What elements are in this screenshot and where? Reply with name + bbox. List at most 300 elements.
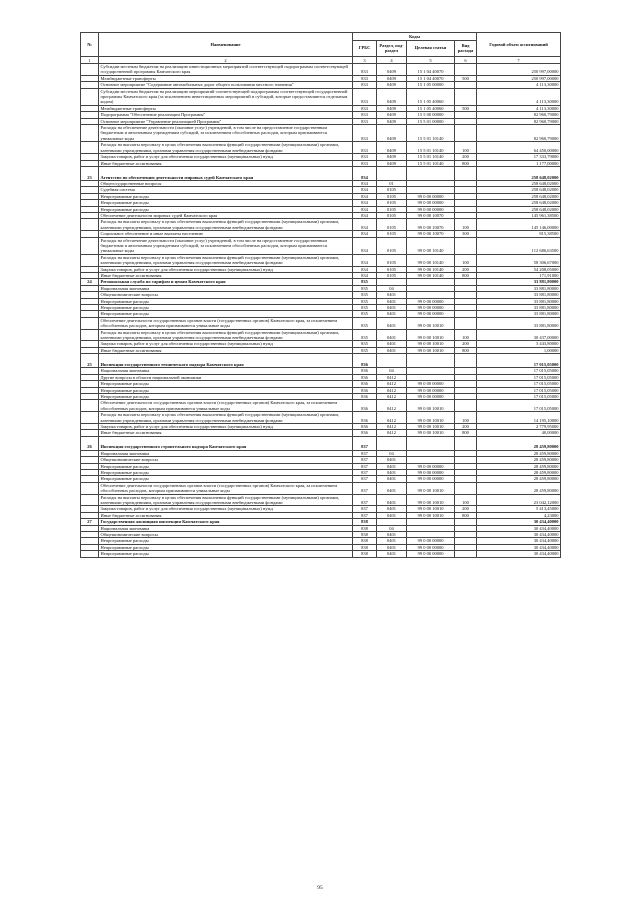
cell-grbs: 833 (353, 142, 377, 154)
cell-amt: 2 779,95000 (477, 423, 561, 429)
cell-name: Основное мероприятие "Содержание автомобильных дорог общего пользования местного значения" (99, 82, 353, 88)
cell-name: Закупка товаров, работ и услуг для обеспечения государственных (муниципальных) нужд (99, 154, 353, 160)
cell-vr (455, 354, 477, 368)
cell-name: Непрограммные расходы (99, 305, 353, 311)
cell-amt: 815,38500 (477, 231, 561, 237)
cell-csr: 15 1 04 40070 (407, 75, 455, 81)
cell-grbs: 833 (353, 125, 377, 142)
cell-rz: 01 (377, 180, 407, 186)
cell-grbs: 834 (353, 237, 377, 254)
cell-grbs: 835 (353, 329, 377, 341)
cell-vr: 200 (455, 154, 477, 160)
cell-rz: 0401 (377, 469, 407, 475)
cell-amt: 82 960,79000 (477, 112, 561, 118)
cell-rz: 0401 (377, 317, 407, 329)
table-row (81, 219, 561, 231)
cell-vr: 800 (455, 430, 477, 436)
cell-name: Расходы на выплаты персоналу в целях обеспечения выполнения функций государственными (муниципальными) органами, казенными учреждениями, органами управления государственными внебюджетными фондами (99, 412, 353, 424)
cell-rz: 0401 (377, 463, 407, 469)
table-row (81, 317, 561, 329)
cell-grbs: 837 (353, 476, 377, 482)
cell-grbs: 838 (353, 544, 377, 550)
header-vr: Вид расхода (455, 40, 477, 56)
table-row (81, 482, 561, 494)
cell-amt: 30 434,40000 (477, 544, 561, 550)
table-body (81, 64, 561, 558)
cell-name: Непрограммные расходы (99, 463, 353, 469)
cell-vr (455, 125, 477, 142)
cell-amt: 30 434,40000 (477, 525, 561, 531)
cell-no (81, 219, 99, 231)
cell-name: Непрограммные расходы (99, 200, 353, 206)
table-row (81, 88, 561, 105)
cell-amt: 258 648,02000 (477, 206, 561, 212)
cell-name: Региональная служба по тарифам и ценам Камчатского края (99, 279, 353, 285)
cell-grbs: 833 (353, 105, 377, 111)
cell-amt: 1,00000 (477, 347, 561, 353)
cell-csr: 99 0 00 00000 (407, 381, 455, 387)
cell-csr: 99 0 00 10010 (407, 347, 455, 353)
cell-rz: 0401 (377, 311, 407, 317)
cell-amt: 82 960,79000 (477, 125, 561, 142)
cell-vr: 100 (455, 412, 477, 424)
cell-grbs: 833 (353, 154, 377, 160)
cell-no (81, 400, 99, 412)
cell-csr: 99 0 00 10010 (407, 506, 455, 512)
cell-rz: 0412 (377, 400, 407, 412)
cell-grbs: 836 (353, 368, 377, 374)
cell-csr: 99 0 00 00000 (407, 544, 455, 550)
cell-vr: 800 (455, 347, 477, 353)
cell-rz: 04 (377, 525, 407, 531)
cell-amt: 17 333,79000 (477, 154, 561, 160)
cell-rz: 0105 (377, 193, 407, 199)
cell-amt: 30 434,40000 (477, 532, 561, 538)
cell-grbs: 836 (353, 430, 377, 436)
cell-grbs: 835 (353, 305, 377, 311)
cell-name: Общеэкономические вопросы (99, 457, 353, 463)
cell-grbs: 838 (353, 519, 377, 525)
cell-rz: 04 (377, 368, 407, 374)
cell-no: 24 (81, 279, 99, 285)
cell-vr (455, 88, 477, 105)
cell-grbs: 833 (353, 160, 377, 166)
cell-name: Расходы на выплаты персоналу в целях обеспечения выполнения функций государственными (муниципальными) органами, казенными учреждениями, органами управления государственными внебюджетными фондами (99, 494, 353, 506)
cell-name: Обеспечение деятельности государственных органов власти (государственных органов) Камчатского края, за исключением обособленных расходов, которым присваиваются уникальные коды (99, 482, 353, 494)
cell-no (81, 329, 99, 341)
cell-vr: 100 (455, 494, 477, 506)
cell-rz: 0105 (377, 266, 407, 272)
cell-grbs: 835 (353, 279, 377, 285)
cell-rz: 0401 (377, 341, 407, 347)
cell-grbs: 834 (353, 187, 377, 193)
cell-csr: 15 5 00 00000 (407, 112, 455, 118)
cell-name: Инспекция государственного технического надзора Камчатского края (99, 354, 353, 368)
cell-grbs: 837 (353, 450, 377, 456)
cell-amt: 4 113,30000 (477, 88, 561, 105)
cell-csr: 99 0 00 10010 (407, 430, 455, 436)
cell-csr (407, 166, 455, 180)
table-row (81, 436, 561, 450)
cell-amt: 4 113,30000 (477, 82, 561, 88)
cell-amt: 40,00000 (477, 430, 561, 436)
cell-no (81, 551, 99, 557)
cell-name: Национальная экономика (99, 450, 353, 456)
table-row (81, 142, 561, 154)
column-numbers-row (81, 56, 561, 64)
cell-grbs: 838 (353, 538, 377, 544)
cell-vr: 800 (455, 273, 477, 279)
cell-grbs: 837 (353, 469, 377, 475)
cell-rz: 0401 (377, 482, 407, 494)
cell-name: Непрограммные расходы (99, 551, 353, 557)
cell-amt: 258 648,02000 (477, 180, 561, 186)
cell-name: Непрограммные расходы (99, 469, 353, 475)
cell-amt: 33 881,80000 (477, 317, 561, 329)
cell-vr (455, 436, 477, 450)
cell-amt: 17 015,05000 (477, 374, 561, 380)
cell-csr: 99 0 00 10140 (407, 266, 455, 272)
cell-rz: 0401 (377, 506, 407, 512)
header-grbs: ГРБС (353, 40, 377, 56)
cell-csr: 99 0 00 00000 (407, 193, 455, 199)
cell-name: Национальная экономика (99, 285, 353, 291)
cell-grbs: 838 (353, 525, 377, 531)
cell-grbs: 833 (353, 82, 377, 88)
cell-name: Обеспечение деятельности государственных органов власти (государственных органов) Камчатского края, за исключением обособленных расходов, которым присваиваются уникальные коды (99, 400, 353, 412)
cell-rz: 0412 (377, 430, 407, 436)
cell-vr (455, 482, 477, 494)
cell-grbs: 834 (353, 180, 377, 186)
cell-rz: 0409 (377, 142, 407, 154)
cell-name: Непрограммные расходы (99, 206, 353, 212)
cell-no: 25 (81, 354, 99, 368)
cell-name: Межбюджетные трансферты (99, 75, 353, 81)
cell-amt: 4 113,30000 (477, 105, 561, 111)
cell-name: Расходы на выплаты персоналу в целях обеспечения выполнения функций государственными (муниципальными) органами, казенными учреждениями, органами управления государственными внебюджетными фондами (99, 329, 353, 341)
cell-csr: 99 0 00 10010 (407, 494, 455, 506)
cell-name: Обеспечение деятельности мировых судей Камчатского края (99, 212, 353, 218)
cell-amt: 33 881,80000 (477, 298, 561, 304)
cell-amt: 30 434,40000 (477, 538, 561, 544)
cell-rz: 0401 (377, 544, 407, 550)
cell-grbs: 835 (353, 298, 377, 304)
cell-csr: 99 0 00 10010 (407, 482, 455, 494)
cell-rz: 0409 (377, 154, 407, 160)
cell-name: Основное мероприятие "Управление реализацией Программы" (99, 118, 353, 124)
cell-grbs: 836 (353, 423, 377, 429)
cell-amt: 33 881,80000 (477, 311, 561, 317)
colnum: 7 (477, 56, 561, 64)
cell-name: Иные бюджетные ассигнования (99, 512, 353, 518)
cell-grbs: 834 (353, 219, 377, 231)
cell-grbs: 833 (353, 64, 377, 76)
cell-vr (455, 317, 477, 329)
cell-rz: 0409 (377, 82, 407, 88)
cell-amt: 17 015,05000 (477, 354, 561, 368)
cell-grbs: 834 (353, 231, 377, 237)
cell-amt: 30 437,00000 (477, 329, 561, 341)
table-row (81, 329, 561, 341)
cell-rz: 0105 (377, 231, 407, 237)
cell-rz (377, 166, 407, 180)
cell-amt: 5 413,45000 (477, 506, 561, 512)
cell-grbs: 836 (353, 374, 377, 380)
cell-vr: 500 (455, 105, 477, 111)
cell-rz (377, 354, 407, 368)
cell-name: Иные бюджетные ассигнования (99, 160, 353, 166)
cell-name: Закупка товаров, работ и услуг для обеспечения государственных (муниципальных) нужд (99, 506, 353, 512)
cell-grbs: 838 (353, 532, 377, 538)
cell-rz: 0412 (377, 423, 407, 429)
cell-rz: 0401 (377, 292, 407, 298)
cell-name: Расходы на выплаты персоналу в целях обеспечения выполнения функций государственными (муниципальными) органами, казенными учреждениями, органами управления государственными внебюджетными фондами (99, 254, 353, 266)
cell-amt: 258 648,02000 (477, 187, 561, 193)
cell-vr: 200 (455, 341, 477, 347)
cell-grbs: 835 (353, 311, 377, 317)
cell-rz: 0409 (377, 64, 407, 76)
cell-amt: 58 306,67000 (477, 254, 561, 266)
cell-grbs: 835 (353, 341, 377, 347)
cell-amt: 171,91000 (477, 273, 561, 279)
cell-rz: 0412 (377, 412, 407, 424)
colnum: 6 (455, 56, 477, 64)
cell-name: Закупка товаров, работ и услуг для обеспечения государственных (муниципальных) нужд (99, 341, 353, 347)
cell-amt: 28 459,80000 (477, 469, 561, 475)
cell-csr: 15 1 05 00000 (407, 82, 455, 88)
cell-rz: 0409 (377, 118, 407, 124)
cell-csr: 99 0 00 10140 (407, 237, 455, 254)
cell-rz: 0401 (377, 329, 407, 341)
cell-vr (455, 64, 477, 76)
cell-csr: 15 1 05 40060 (407, 88, 455, 105)
cell-amt: 28 459,80000 (477, 463, 561, 469)
cell-grbs: 833 (353, 118, 377, 124)
cell-name: Социальное обеспечение и иные выплаты населению (99, 231, 353, 237)
cell-name: Государственная жилищная инспекция Камчатского края (99, 519, 353, 525)
cell-name: Непрограммные расходы (99, 193, 353, 199)
cell-name: Непрограммные расходы (99, 311, 353, 317)
cell-amt: 28 459,80000 (477, 476, 561, 482)
cell-grbs: 834 (353, 193, 377, 199)
cell-grbs: 837 (353, 494, 377, 506)
cell-vr: 300 (455, 231, 477, 237)
cell-name: Подпрограмма "Обеспечение реализации Программы" (99, 112, 353, 118)
cell-rz: 0409 (377, 105, 407, 111)
cell-vr (455, 237, 477, 254)
header-csr: Целевая статья (407, 40, 455, 56)
cell-name: Общеэкономические вопросы (99, 532, 353, 538)
cell-name: Закупка товаров, работ и услуг для обеспечения государственных (муниципальных) нужд (99, 423, 353, 429)
cell-csr: 99 0 00 10010 (407, 400, 455, 412)
cell-amt: 250 997,00000 (477, 75, 561, 81)
cell-vr: 100 (455, 254, 477, 266)
cell-csr: 99 0 00 10010 (407, 423, 455, 429)
cell-name: Расходы на обеспечение деятельности (оказание услуг) учреждений, в том числе на предоставление государственным бюджетным и автономным учреждениям субсидий, за исключением обособленных расходов, которым присваиваются уникальные коды (99, 125, 353, 142)
table-row (81, 551, 561, 557)
cell-csr: 15 1 05 40060 (407, 105, 455, 111)
cell-csr: 99 0 00 00000 (407, 463, 455, 469)
cell-amt: 28 459,80000 (477, 457, 561, 463)
cell-no: 27 (81, 519, 99, 525)
cell-csr: 99 0 00 00000 (407, 311, 455, 317)
cell-no (81, 412, 99, 424)
cell-csr: 99 0 00 10070 (407, 219, 455, 231)
cell-name: Расходы на выплаты персоналу в целях обеспечения выполнения функций государственными (муниципальными) органами, казенными учреждениями, органами управления государственными внебюджетными фондами (99, 142, 353, 154)
cell-name: Иные бюджетные ассигнования (99, 430, 353, 436)
cell-rz: 0401 (377, 476, 407, 482)
cell-amt: 258 648,02000 (477, 200, 561, 206)
cell-name: Национальная экономика (99, 525, 353, 531)
cell-grbs: 836 (353, 354, 377, 368)
cell-grbs: 834 (353, 212, 377, 218)
table-row (81, 412, 561, 424)
cell-rz: 0401 (377, 494, 407, 506)
cell-grbs: 834 (353, 254, 377, 266)
cell-grbs: 836 (353, 381, 377, 387)
cell-grbs: 836 (353, 387, 377, 393)
cell-csr: 99 0 00 00000 (407, 538, 455, 544)
cell-vr (455, 551, 477, 557)
cell-no (81, 494, 99, 506)
header-name: Наименование (99, 33, 353, 57)
cell-csr: 15 1 04 40070 (407, 64, 455, 76)
cell-grbs: 834 (353, 166, 377, 180)
cell-csr: 99 0 00 10010 (407, 412, 455, 424)
cell-rz: 0401 (377, 347, 407, 353)
cell-csr: 99 0 00 00000 (407, 469, 455, 475)
cell-vr: 500 (455, 75, 477, 81)
cell-rz: 0409 (377, 112, 407, 118)
cell-amt: 1 177,00000 (477, 160, 561, 166)
cell-rz: 0412 (377, 387, 407, 393)
cell-vr (455, 166, 477, 180)
cell-csr: 99 0 00 10140 (407, 273, 455, 279)
cell-no: 26 (81, 436, 99, 450)
cell-grbs: 837 (353, 506, 377, 512)
cell-rz: 0401 (377, 551, 407, 557)
cell-no (81, 237, 99, 254)
cell-name: Непрограммные расходы (99, 298, 353, 304)
cell-csr (407, 436, 455, 450)
cell-amt: 17 015,05000 (477, 387, 561, 393)
cell-csr: 99 0 00 10140 (407, 254, 455, 266)
cell-name: Иные бюджетные ассигнования (99, 273, 353, 279)
cell-rz: 0401 (377, 457, 407, 463)
cell-grbs: 837 (353, 512, 377, 518)
cell-csr: 99 0 00 10010 (407, 329, 455, 341)
cell-grbs: 835 (353, 347, 377, 353)
header-codes: Коды (353, 33, 477, 41)
cell-csr: 99 0 00 00000 (407, 476, 455, 482)
cell-vr: 200 (455, 423, 477, 429)
cell-rz: 0105 (377, 237, 407, 254)
cell-grbs: 836 (353, 393, 377, 399)
cell-amt: 64 450,00000 (477, 142, 561, 154)
cell-grbs: 833 (353, 75, 377, 81)
cell-amt: 250 997,00000 (477, 64, 561, 76)
cell-rz: 0409 (377, 75, 407, 81)
cell-name: Непрограммные расходы (99, 544, 353, 550)
cell-grbs: 834 (353, 273, 377, 279)
cell-no (81, 317, 99, 329)
cell-grbs: 836 (353, 412, 377, 424)
cell-name: Национальная экономика (99, 368, 353, 374)
cell-amt: 28 459,80000 (477, 436, 561, 450)
cell-amt: 14 195,10000 (477, 412, 561, 424)
cell-vr: 100 (455, 329, 477, 341)
cell-vr: 800 (455, 512, 477, 518)
cell-amt: 145 146,00000 (477, 219, 561, 231)
cell-rz (377, 436, 407, 450)
cell-csr: 99 0 00 10010 (407, 341, 455, 347)
cell-amt: 17 015,05000 (477, 381, 561, 387)
cell-amt: 82 960,79000 (477, 118, 561, 124)
cell-amt: 112 686,63500 (477, 237, 561, 254)
cell-grbs: 837 (353, 482, 377, 494)
cell-csr: 15 5 01 10140 (407, 160, 455, 166)
cell-amt: 145 961,38500 (477, 212, 561, 218)
table-row (81, 400, 561, 412)
cell-name: Межбюджетные трансферты (99, 105, 353, 111)
cell-csr: 15 5 01 10140 (407, 125, 455, 142)
cell-amt: 30 434,40000 (477, 519, 561, 525)
header-amount: Годовой объем ассигнований (477, 33, 561, 57)
cell-name: Инспекция государственного строительного надзора Камчатского края (99, 436, 353, 450)
colnum: 2 (99, 56, 353, 64)
cell-name: Непрограммные расходы (99, 381, 353, 387)
table-row (81, 254, 561, 266)
cell-vr: 100 (455, 219, 477, 231)
cell-amt: 33 881,80000 (477, 305, 561, 311)
cell-rz: 0412 (377, 381, 407, 387)
cell-grbs: 836 (353, 400, 377, 412)
cell-amt: 28 459,80000 (477, 450, 561, 456)
cell-rz: 0412 (377, 374, 407, 380)
cell-amt: 33 881,80000 (477, 292, 561, 298)
cell-rz: 0401 (377, 532, 407, 538)
cell-grbs: 834 (353, 200, 377, 206)
cell-csr: 99 0 00 00000 (407, 305, 455, 311)
cell-no (81, 88, 99, 105)
table-row (81, 125, 561, 142)
cell-rz: 0105 (377, 219, 407, 231)
cell-amt: 258 648,02000 (477, 166, 561, 180)
cell-name: Иные бюджетные ассигнования (99, 347, 353, 353)
cell-amt: 17 015,05000 (477, 400, 561, 412)
table-row (81, 64, 561, 76)
cell-amt: 258 648,02000 (477, 193, 561, 199)
cell-vr: 200 (455, 506, 477, 512)
cell-grbs: 838 (353, 551, 377, 557)
cell-grbs: 837 (353, 436, 377, 450)
cell-grbs: 837 (353, 457, 377, 463)
cell-grbs: 837 (353, 463, 377, 469)
cell-rz: 0401 (377, 538, 407, 544)
cell-rz: 0401 (377, 305, 407, 311)
cell-no (81, 64, 99, 76)
cell-grbs: 835 (353, 317, 377, 329)
cell-csr: 99 0 00 00000 (407, 206, 455, 212)
cell-name: Общеэкономические вопросы (99, 292, 353, 298)
cell-name: Расходы на выплаты персоналу в целях обеспечения выполнения функций государственными (муниципальными) органами, казенными учреждениями, органами управления государственными внебюджетными фондами (99, 219, 353, 231)
cell-amt: 23 042,12000 (477, 494, 561, 506)
cell-grbs: 833 (353, 88, 377, 105)
cell-vr: 200 (455, 266, 477, 272)
cell-csr: 99 0 00 00000 (407, 387, 455, 393)
cell-csr: 99 0 00 10070 (407, 212, 455, 218)
cell-rz: 0409 (377, 88, 407, 105)
